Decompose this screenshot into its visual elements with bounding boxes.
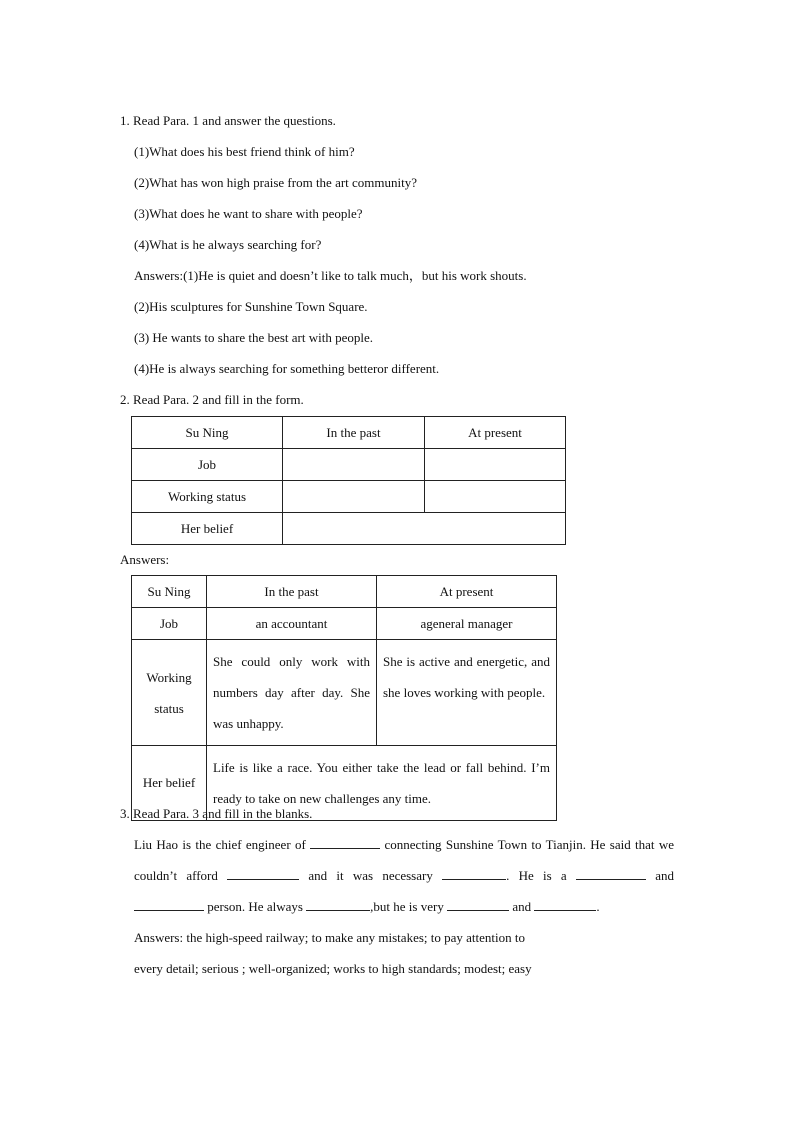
blank-2[interactable]: [227, 867, 299, 880]
blank-form-table: [131, 416, 566, 545]
q3-passage: [134, 829, 674, 922]
table-row: [132, 481, 566, 513]
table-row: [132, 576, 557, 608]
blank-8[interactable]: [534, 898, 596, 911]
table-row: [132, 608, 557, 640]
header-cell: At present: [425, 417, 566, 449]
blank-cell[interactable]: [283, 481, 425, 513]
header-cell: In the past: [207, 576, 377, 608]
q1-answer-2: (2)His sculptures for Sunshine Town Square.: [134, 299, 368, 314]
blank-4[interactable]: [576, 867, 646, 880]
q2-answers-label: Answers:: [120, 552, 170, 567]
answer-table: [131, 575, 557, 821]
table-row: [132, 417, 566, 449]
header-cell: At present: [377, 576, 557, 608]
passage-text: and it was necessary: [308, 868, 433, 883]
q3-answers-line-2: every detail; serious ; well-organized; works to high standards; modest; easy: [134, 961, 532, 976]
answer-cell: Life is like a race. You either take the lead or fall behind. I’m ready to take on new challenges any time.: [207, 746, 557, 821]
answer-cell: She is active and energetic, and she loves working with people.: [377, 640, 557, 746]
q2-title: 2. Read Para. 2 and fill in the form.: [120, 392, 304, 407]
blank-cell[interactable]: [425, 481, 566, 513]
blank-6[interactable]: [306, 898, 370, 911]
blank-cell[interactable]: [425, 449, 566, 481]
passage-text: . He is a: [506, 868, 567, 883]
q1-question-4: (4)What is he always searching for?: [134, 237, 322, 252]
table-row: [132, 513, 566, 545]
row-label: Job: [132, 608, 207, 640]
row-label: Working status: [132, 481, 283, 513]
passage-text: person. He always: [207, 899, 303, 914]
passage-text: and: [655, 868, 674, 883]
row-label: Her belief: [132, 513, 283, 545]
q1-title: 1. Read Para. 1 and answer the questions.: [120, 113, 336, 128]
passage-text: connecting Sunshine Town to Tianjin. He said that we couldn’t afford: [134, 837, 675, 883]
blank-1[interactable]: [310, 836, 380, 849]
blank-3[interactable]: [442, 867, 506, 880]
blank-5[interactable]: [134, 898, 204, 911]
passage-text: ,but he is very: [370, 899, 444, 914]
answer-cell: ageneral manager: [377, 608, 557, 640]
blank-cell[interactable]: [283, 513, 566, 545]
blank-7[interactable]: [447, 898, 509, 911]
q1-answer-4: (4)He is always searching for something betteror different.: [134, 361, 440, 376]
passage-text: .: [596, 899, 600, 914]
table-row: [132, 640, 557, 746]
q1-question-3: (3)What does he want to share with people?: [134, 206, 363, 221]
passage-text: Liu Hao is the chief engineer of: [134, 837, 306, 852]
header-cell: Su Ning: [132, 417, 283, 449]
q3-answers-line-1: Answers: the high-speed railway; to make any mistakes; to pay attention to: [134, 930, 525, 945]
header-cell: In the past: [283, 417, 425, 449]
answer-cell: an accountant: [207, 608, 377, 640]
passage-text: and: [512, 899, 532, 914]
q1-answer-1: Answers:(1)He is quiet and doesn’t like to talk much，but his work shouts.: [134, 268, 527, 283]
row-label: Working status: [132, 640, 207, 746]
q1-answer-3: (3) He wants to share the best art with people.: [134, 330, 373, 345]
header-cell: Su Ning: [132, 576, 207, 608]
blank-cell[interactable]: [283, 449, 425, 481]
q1-question-1: (1)What does his best friend think of him?: [134, 144, 355, 159]
q3-title: 3. Read Para. 3 and fill in the blanks.: [120, 806, 313, 821]
q1-question-2: (2)What has won high praise from the art community?: [134, 175, 418, 190]
row-label: Job: [132, 449, 283, 481]
table-row: [132, 449, 566, 481]
answer-cell: She could only work with numbers day after day. She was unhappy.: [207, 640, 377, 746]
row-label: Her belief: [132, 746, 207, 821]
